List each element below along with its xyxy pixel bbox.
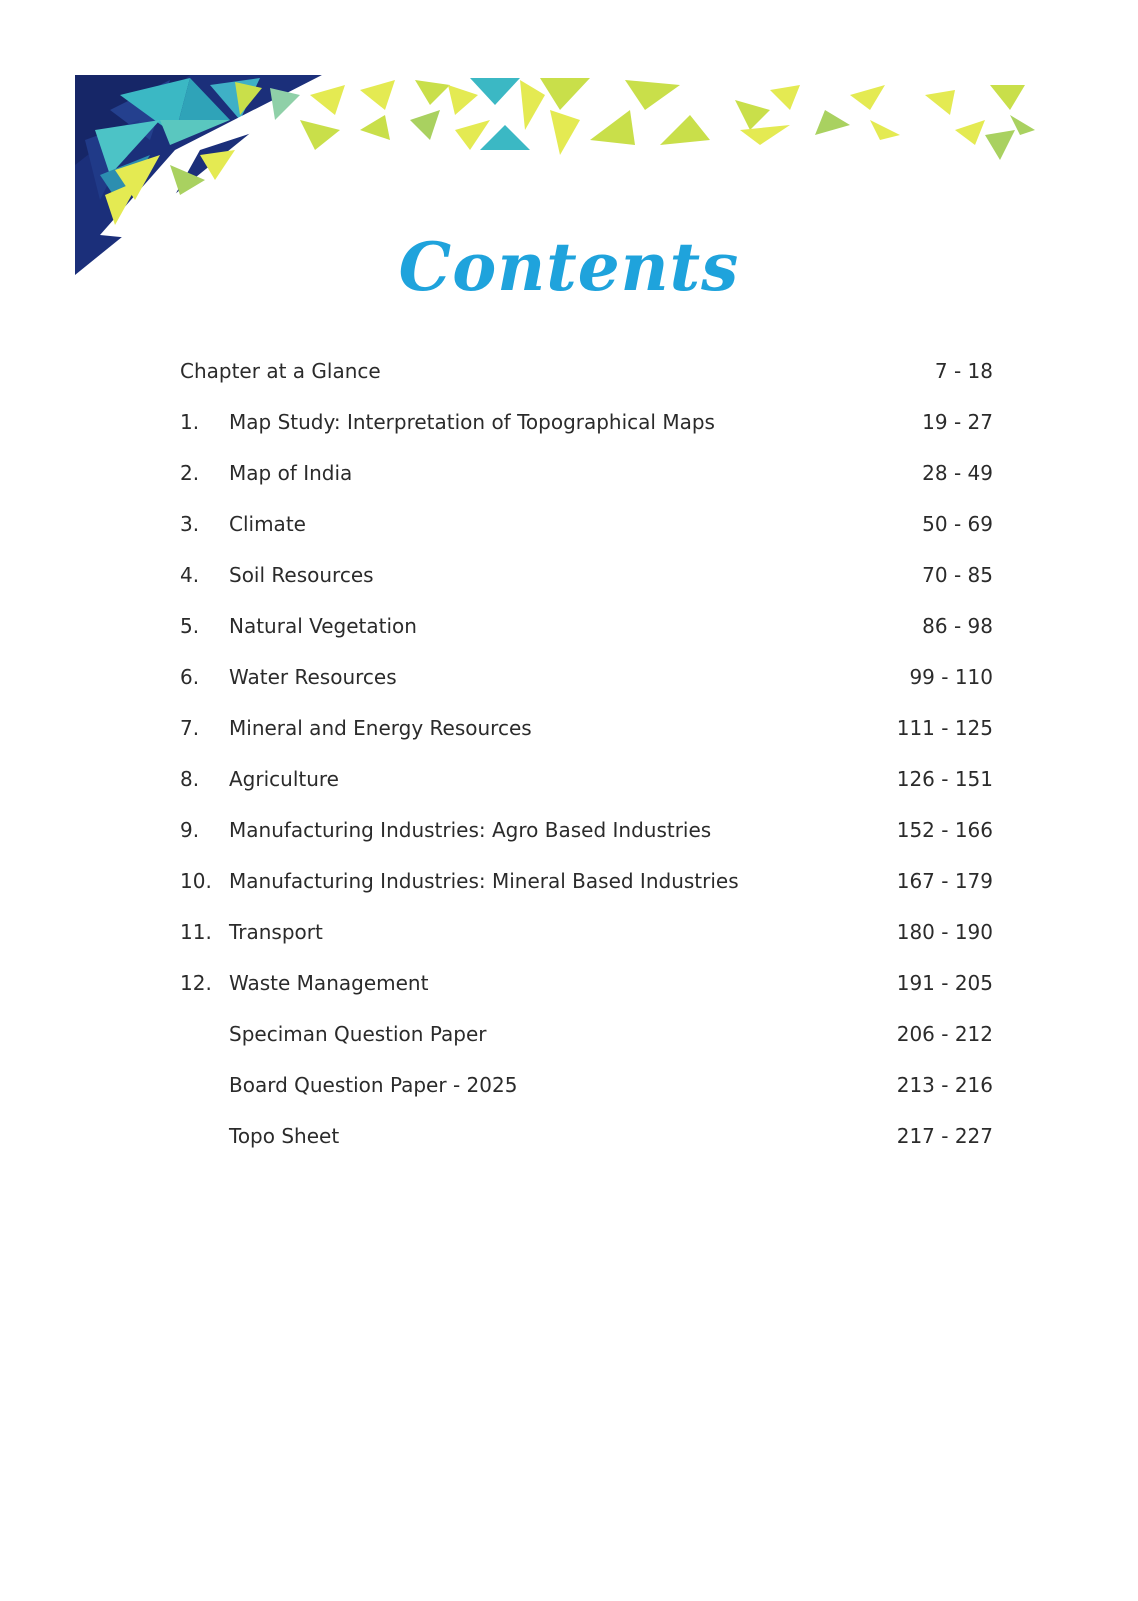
toc-entry: [180, 907, 993, 958]
toc-entry: [180, 805, 993, 856]
toc-entry-pages: 126 - 151: [896, 767, 993, 791]
toc-entry-title: Speciman Question Paper: [229, 1022, 487, 1046]
toc-entry: [180, 958, 993, 1009]
toc-entry-pages: 213 - 216: [896, 1073, 993, 1097]
toc-entry-pages: 7 - 18: [934, 359, 993, 383]
toc-entry-pages: 99 - 110: [909, 665, 993, 689]
toc-entry-pages: 167 - 179: [896, 869, 993, 893]
toc-entry: [180, 397, 993, 448]
toc-entry-number: 1.: [180, 410, 200, 434]
toc-entry-title: Waste Management: [229, 971, 429, 995]
toc-entry-title: Natural Vegetation: [229, 614, 417, 638]
toc-entry-pages: 28 - 49: [922, 461, 993, 485]
toc-entry-title: Mineral and Energy Resources: [229, 716, 532, 740]
toc-entry-pages: 217 - 227: [896, 1124, 993, 1148]
toc-entry: [180, 550, 993, 601]
toc-entry-title: Board Question Paper - 2025: [229, 1073, 518, 1097]
toc-entry-number: 4.: [180, 563, 200, 587]
toc-entry-number: 2.: [180, 461, 200, 485]
toc-entry-pages: 86 - 98: [922, 614, 993, 638]
toc-entry-pages: 206 - 212: [896, 1022, 993, 1046]
toc-entry: [180, 856, 993, 907]
toc-entry-title: Topo Sheet: [229, 1124, 340, 1148]
toc-entry-pages: 111 - 125: [896, 716, 993, 740]
toc-entry-title: Map of India: [229, 461, 353, 485]
toc-entry-title: Soil Resources: [229, 563, 374, 587]
toc-entry-number: 3.: [180, 512, 200, 536]
toc-entry: [180, 448, 993, 499]
toc-entry-pages: 70 - 85: [922, 563, 993, 587]
toc-entry: [180, 1111, 993, 1162]
toc-entry-title: Climate: [229, 512, 306, 536]
toc-entry: [180, 499, 993, 550]
toc-entry: [180, 754, 993, 805]
toc-entry-number: 10.: [180, 869, 212, 893]
toc-entry-pages: 191 - 205: [896, 971, 993, 995]
toc-entry-number: 12.: [180, 971, 212, 995]
toc-entry-number: 9.: [180, 818, 200, 842]
toc-entry-number: 6.: [180, 665, 200, 689]
toc-entry-title: Transport: [229, 920, 323, 944]
toc-entry: [180, 703, 993, 754]
toc-entry-number: 11.: [180, 920, 212, 944]
toc-entry-pages: 19 - 27: [922, 410, 993, 434]
toc-entry-number: 8.: [180, 767, 200, 791]
toc-entry-title: Manufacturing Industries: Mineral Based Industries: [229, 869, 739, 893]
toc-entry-title: Water Resources: [229, 665, 397, 689]
toc-entry-pages: 180 - 190: [896, 920, 993, 944]
toc-entry-pages: 50 - 69: [922, 512, 993, 536]
toc-entry-pages: 152 - 166: [896, 818, 993, 842]
toc-entry: [180, 601, 993, 652]
toc-entry-number: 5.: [180, 614, 200, 638]
toc-entry-title: Agriculture: [229, 767, 339, 791]
table-of-contents: [180, 346, 993, 1162]
toc-entry-title: Chapter at a Glance: [180, 359, 381, 383]
toc-entry-number: 7.: [180, 716, 200, 740]
toc-entry-title: Manufacturing Industries: Agro Based Industries: [229, 818, 712, 842]
toc-entry-title: Map Study: Interpretation of Topographical Maps: [229, 410, 715, 434]
toc-entry: [180, 1060, 993, 1111]
toc-entry: [180, 652, 993, 703]
toc-entry: [180, 1009, 993, 1060]
page-title: Contents: [398, 228, 740, 306]
toc-entry: [180, 346, 993, 397]
